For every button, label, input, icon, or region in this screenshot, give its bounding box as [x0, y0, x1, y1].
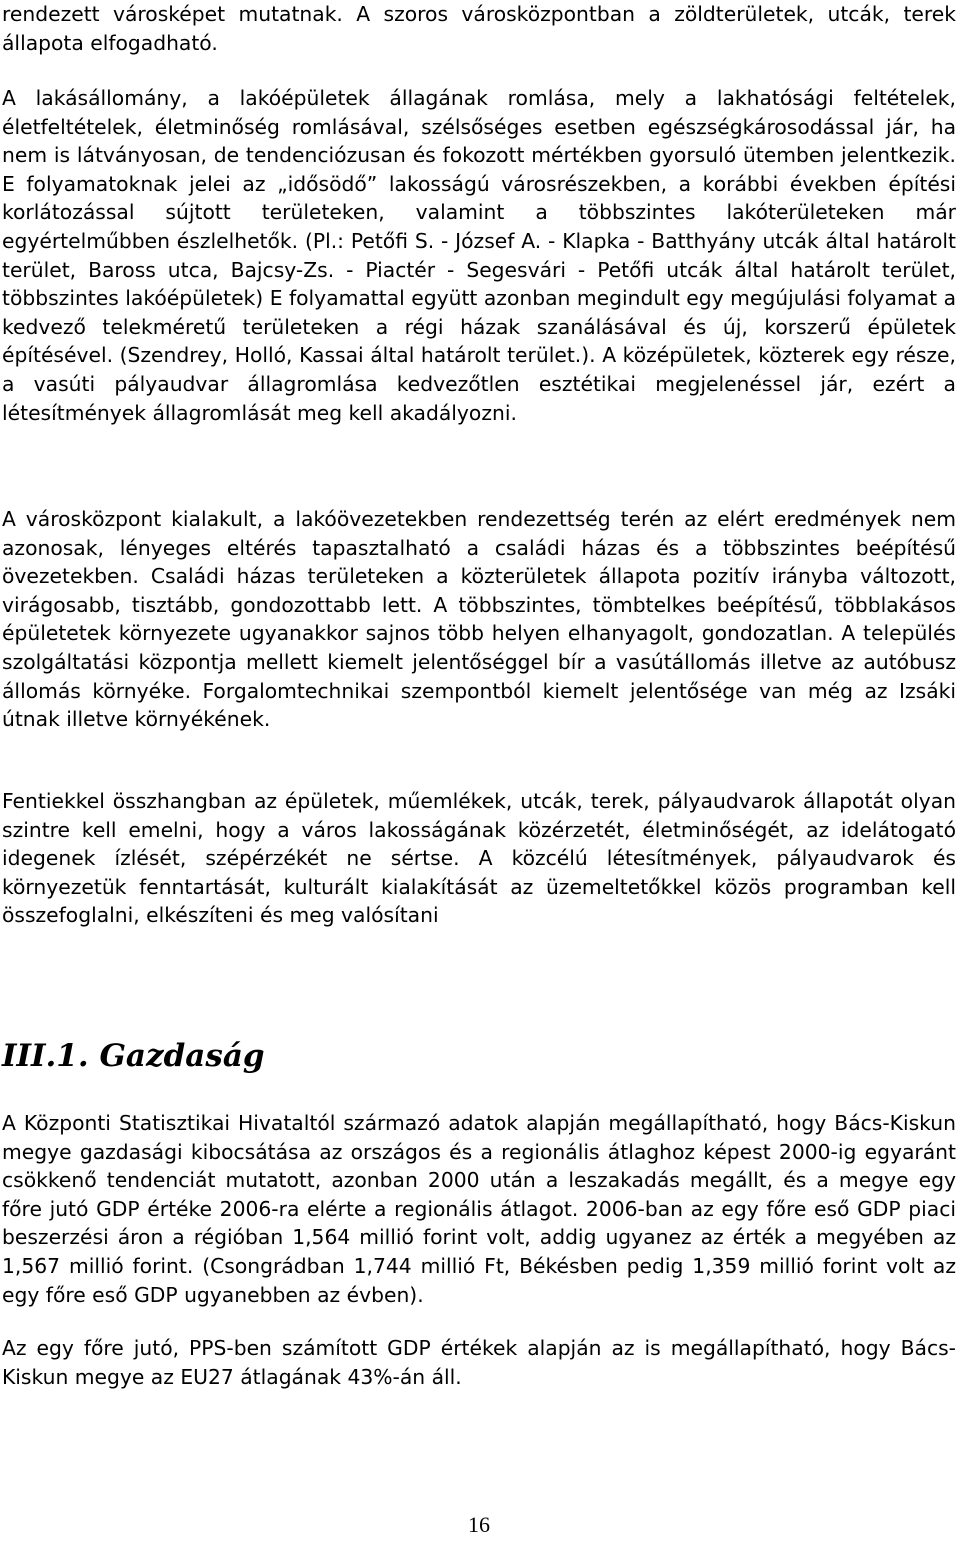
- paragraph-maintenance-goals: Fentiekkel összhangban az épületek, műemlékek, utcák, terek, pályaudvarok állapotát olyan szintre kell emelni, hogy a város lakosságának közérzetét, életminőségét, az idelátogató idegenek ízlését, szépérzékét ne sértse. A közcélú létesítmények, pályaudvarok és környezetük fenntartását, kulturált kialakítását az üzemeltetőkkel közös programban kell összefoglalni, elkészíteni és meg valósítani: [2, 789, 956, 928]
- page-number: 16: [468, 1512, 490, 1537]
- paragraph-residential-zones: A városközpont kialakult, a lakóövezetekben rendezettség terén az elért eredmények nem azonosak, lényeges eltérés tapasztalható a családi házas és a többszintes beépítésű övezetekben. Családi házas területeken a közterületek állapota pozitív irányba változott, virágosabb, tisztább, gondozottabb lett. A többszintes, tömbtelkes beépítésű, többlakásos épületetek környezete ugyanakkor sajnos több helyen elhanyagolt, gondozatlan. A település szolgáltatási központja mellett kiemelt jelentőséggel bír a vasútállomás illetve az autóbusz állomás környéke. Forgalomtechnikai szempontból kiemelt jelentősége van még az Izsáki útnak illetve környékének.: [2, 507, 956, 732]
- section-heading: III.1. Gazdaság: [2, 1038, 265, 1074]
- paragraph-housing-stock: A lakásállomány, a lakóépületek állagának romlása, mely a lakhatósági feltételek, életfeltételek, életminőség romlásával, szélsőséges esetben egészségkárosodással jár, ha nem is látványosan, de tendenciózusan és fokozott mértékben gyorsuló ütemben jelentkezik. E folyamatoknak jelei az „idősödő” lakosságú városrészekben, a korábbi években építési korlátozással sújtott területeken, valamint a többszintes lakóterületeken már egyértelműbben észlelhetők. (Pl.: Petőfi S. - József A. - Klapka - Batthyány utcák által határolt terület, Baross utca, Bajcsy-Zs. - Piactér - Segesvári - Petőfi utcák által határolt terület, többszintes lakóépületek) E folyamattal együtt azonban megindult egy megújulási folyamat a kedvező telekméretű területeken a régi házak szanálásával és új, korszerű épületek építésével. (Szendrey, Holló, Kassai által határolt terület.). A középületek, közterek egy része, a vasúti pályaudvar állagromlása kedvezőtlen esztétikai megjelenéssel jár, ezért a létesítmények állagromlását meg kell akadályozni.: [2, 86, 956, 425]
- paragraph-city-center: rendezett városképet mutatnak. A szoros városközpontban a zöldterületek, utcák, terek állapota elfogadható.: [2, 2, 956, 55]
- paragraph-eu-average: Az egy főre jutó, PPS-ben számított GDP értékek alapján az is megállapítható, hogy Bács-Kiskun megye az EU27 átlagának 43%-án áll.: [2, 1336, 956, 1389]
- paragraph-economy-gdp: A Központi Statisztikai Hivataltól származó adatok alapján megállapítható, hogy Bács-Kiskun megye gazdasági kibocsátása az országos és a regionális átlaghoz képest 2000-ig egyaránt csökkenő tendenciát mutatott, azonban 2000 után a leszakadás megállt, és a megye egy főre jutó GDP értéke 2006-ra elérte a regionális átlagot. 2006-ban az egy főre eső GDP piaci beszerzési áron a régióban 1,564 millió forint volt, addig ugyanez az érték a megyében az 1,567 millió forint. (Csongrádban 1,744 millió Ft, Békésben pedig 1,359 millió forint volt az egy főre eső GDP ugyanebben az évben).: [2, 1111, 956, 1307]
